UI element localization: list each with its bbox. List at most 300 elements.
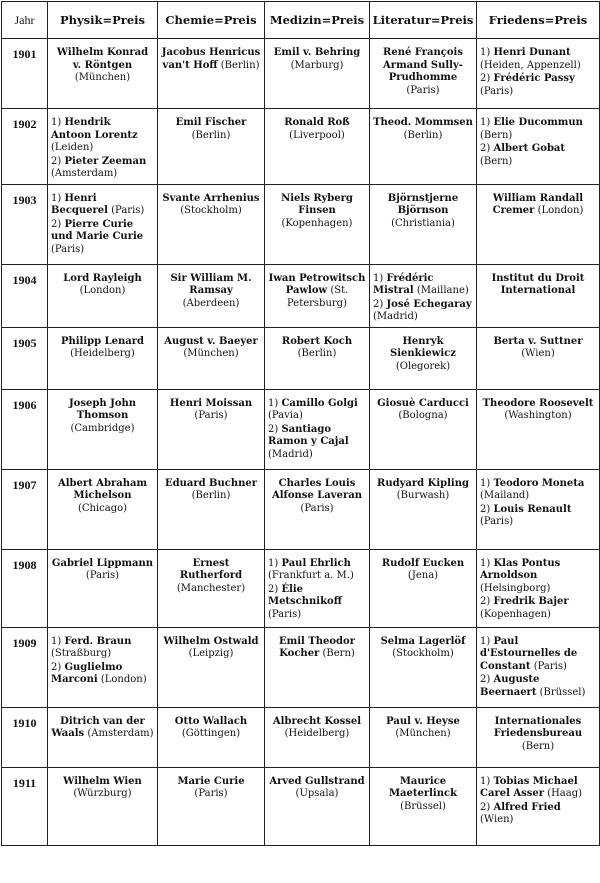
header-chemistry: Chemie=Preis xyxy=(158,2,265,39)
header-year: Jahr xyxy=(2,2,48,39)
laureate-number: 1) xyxy=(480,557,491,569)
laureate-place: (Upsala) xyxy=(295,788,339,799)
laureate-entry xyxy=(161,398,261,423)
laureate-name: René François Armand Sully-Prudhomme xyxy=(383,47,463,83)
medicine-prize-cell xyxy=(265,469,370,549)
laureate-place: (Maillane) xyxy=(416,285,469,296)
physics-prize-cell xyxy=(48,39,158,109)
laureate-name: Wilhelm Wien xyxy=(63,775,142,787)
table-row xyxy=(2,767,600,845)
laureate-place: (Paris) xyxy=(300,502,334,514)
chemistry-prize-cell xyxy=(158,39,265,109)
chemistry-prize-cell xyxy=(158,469,265,549)
laureate-entry xyxy=(373,776,473,814)
laureate-number: 1) xyxy=(268,397,279,409)
table-row xyxy=(2,707,600,767)
laureate-entry xyxy=(51,558,154,583)
year-cell: 1901 xyxy=(2,39,48,109)
laureate-name: Björnstjerne Björnson xyxy=(387,192,459,216)
peace-prize-cell xyxy=(477,549,600,627)
laureate-name: Maurice Maeterlinck xyxy=(388,775,458,799)
laureate-name: Otto Wallach xyxy=(174,715,248,727)
physics-prize-cell xyxy=(48,707,158,767)
laureate-place: (Brüssel) xyxy=(400,800,446,812)
laureate-entry xyxy=(161,716,261,741)
laureate-place: (Würzburg) xyxy=(73,788,132,799)
chemistry-prize-cell xyxy=(158,389,265,469)
literature-prize-cell xyxy=(370,549,477,627)
peace-prize-cell xyxy=(477,327,600,389)
laureate-place: (Aberdeen) xyxy=(182,297,240,309)
laureate-entry xyxy=(51,193,154,218)
laureate-place: (Brüssel) xyxy=(539,686,586,698)
laureate-name: Svante Arrhenius xyxy=(162,192,260,204)
laureate-place: (Paris) xyxy=(533,660,567,672)
laureate-entry xyxy=(480,776,596,801)
laureate-number: 2) xyxy=(480,73,491,84)
laureate-entry xyxy=(373,716,473,741)
laureate-entry xyxy=(51,662,154,687)
literature-prize-cell xyxy=(370,184,477,264)
laureate-name: Philipp Lenard xyxy=(60,335,145,347)
laureate-entry xyxy=(51,776,154,801)
laureate-place: (Bern) xyxy=(322,648,355,659)
laureate-entry xyxy=(373,336,473,374)
laureate-number: 1) xyxy=(480,635,491,647)
laureate-name: Sir William M. Ramsay xyxy=(170,272,252,296)
header-literature: Literatur=Preis xyxy=(370,2,477,39)
laureate-name: Robert Koch xyxy=(281,335,353,347)
peace-prize-cell xyxy=(477,627,600,707)
laureate-place: (Kopenhagen) xyxy=(281,217,353,229)
laureate-name: Frédéric Passy xyxy=(493,73,575,84)
peace-prize-cell xyxy=(477,469,600,549)
laureate-entry xyxy=(268,273,366,311)
laureate-entry xyxy=(480,398,596,423)
year-cell: 1902 xyxy=(2,109,48,185)
peace-prize-cell xyxy=(477,767,600,845)
laureate-name: Auguste Beernaert xyxy=(480,674,540,698)
laureate-entry xyxy=(51,716,154,741)
laureate-entry xyxy=(480,716,596,754)
laureate-name: Henri Moissan xyxy=(169,397,253,409)
year-cell: 1907 xyxy=(2,469,48,549)
physics-prize-cell xyxy=(48,184,158,264)
year-cell: 1906 xyxy=(2,389,48,469)
laureate-name: Teodoro Moneta xyxy=(493,477,585,489)
laureate-name: Albrecht Kossel xyxy=(272,715,362,727)
laureate-number: 2) xyxy=(480,143,491,154)
table-row xyxy=(2,627,600,707)
laureate-name: Rudolf Eucken xyxy=(381,557,465,569)
laureate-name: Alfred Fried xyxy=(493,801,561,813)
laureate-number: 2) xyxy=(268,583,279,595)
laureate-name: Elie Ducommun xyxy=(493,117,583,128)
laureate-entry xyxy=(161,478,261,503)
laureate-name: Niels Ryberg Finsen xyxy=(281,192,353,216)
laureate-entry xyxy=(373,117,473,142)
laureate-name: Ronald Roß xyxy=(284,117,350,128)
peace-prize-cell xyxy=(477,707,600,767)
laureate-entry xyxy=(51,219,154,257)
laureate-entry xyxy=(480,73,596,98)
laureate-place: (Pavia) xyxy=(268,410,303,421)
laureate-name: Albert Abraham Michelson xyxy=(57,477,148,501)
laureate-number: 2) xyxy=(480,674,491,685)
header-physics: Physik=Preis xyxy=(48,2,158,39)
laureate-name: Giosuè Carducci xyxy=(377,397,469,409)
laureate-entry xyxy=(480,802,596,827)
laureate-place: (Helsingborg) xyxy=(480,582,551,594)
laureate-entry xyxy=(161,636,261,661)
laureate-place: (Amsterdam) xyxy=(87,728,154,739)
literature-prize-cell xyxy=(370,469,477,549)
table-row xyxy=(2,109,600,185)
laureate-place: (Straßburg) xyxy=(51,648,112,659)
medicine-prize-cell xyxy=(265,327,370,389)
laureate-entry xyxy=(480,273,596,298)
chemistry-prize-cell xyxy=(158,627,265,707)
laureate-name: Wilhelm Ostwald xyxy=(163,635,259,647)
laureate-place: (Paris) xyxy=(194,410,228,421)
chemistry-prize-cell xyxy=(158,767,265,845)
laureate-name: Emil v. Behring xyxy=(273,47,361,58)
laureate-place: (München) xyxy=(183,348,239,359)
laureate-place: (London) xyxy=(537,205,584,216)
laureate-number: 1) xyxy=(480,47,491,58)
laureate-entry xyxy=(373,478,473,503)
laureate-number: 1) xyxy=(268,557,279,569)
medicine-prize-cell xyxy=(265,389,370,469)
laureate-place: (Amsterdam) xyxy=(51,168,118,179)
medicine-prize-cell xyxy=(265,39,370,109)
year-cell: 1904 xyxy=(2,264,48,327)
physics-prize-cell xyxy=(48,767,158,845)
peace-prize-cell xyxy=(477,39,600,109)
laureate-place: (Cambridge) xyxy=(70,422,135,434)
table-row xyxy=(2,184,600,264)
laureate-number: 2) xyxy=(268,423,279,435)
laureate-entry xyxy=(268,117,366,142)
table-row xyxy=(2,549,600,627)
laureate-name: Guglielmo Marconi xyxy=(51,661,123,685)
laureate-place: (Stockholm) xyxy=(392,648,454,659)
medicine-prize-cell xyxy=(265,184,370,264)
laureate-name: Henri Dunant xyxy=(493,47,571,58)
laureate-entry xyxy=(161,776,261,801)
table-body xyxy=(2,39,600,846)
literature-prize-cell xyxy=(370,389,477,469)
medicine-prize-cell xyxy=(265,707,370,767)
laureate-name: Paul Ehrlich xyxy=(281,557,351,569)
table-row xyxy=(2,389,600,469)
peace-prize-cell xyxy=(477,184,600,264)
year-cell: 1903 xyxy=(2,184,48,264)
laureate-number: 2) xyxy=(51,155,62,167)
laureate-place: (Göttingen) xyxy=(181,728,241,739)
laureate-name: Paul d'Estournelles de Constant xyxy=(480,635,578,672)
laureate-entry xyxy=(373,398,473,423)
laureate-entry xyxy=(268,636,366,661)
laureate-name: Emil Fischer xyxy=(175,117,247,128)
laureate-entry xyxy=(480,596,596,621)
laureate-number: 1) xyxy=(480,775,491,787)
laureate-entry xyxy=(373,636,473,661)
laureate-name: Institut du Droit International xyxy=(491,272,585,296)
laureate-place: (Paris) xyxy=(111,205,145,216)
table-row xyxy=(2,264,600,327)
laureate-entry xyxy=(480,117,596,142)
laureate-name: Ditrich van der Waals xyxy=(51,715,145,739)
laureate-name: Eduard Buchner xyxy=(164,477,258,489)
laureate-place: (Paris) xyxy=(85,570,120,581)
laureate-place: (Bern) xyxy=(480,155,513,167)
laureate-entry xyxy=(480,193,596,218)
peace-prize-cell xyxy=(477,109,600,185)
year-cell: 1911 xyxy=(2,767,48,845)
laureate-number: 1) xyxy=(373,272,384,284)
laureate-place: (Paris) xyxy=(268,608,302,620)
laureate-place: (Marburg) xyxy=(290,59,344,71)
laureate-number: 2) xyxy=(480,801,491,813)
laureate-place: (Chicago) xyxy=(77,502,128,514)
laureate-entry xyxy=(161,336,261,361)
laureate-name: Frédéric Mistral xyxy=(373,272,434,296)
header-medicine: Medizin=Preis xyxy=(265,2,370,39)
laureate-place: (Stockholm) xyxy=(180,205,242,216)
laureate-entry xyxy=(268,398,366,423)
laureate-name: José Echegaray xyxy=(386,298,472,310)
laureate-entry xyxy=(480,636,596,674)
laureate-entry xyxy=(480,558,596,596)
laureate-place: (Paris) xyxy=(480,85,514,97)
laureate-entry xyxy=(51,156,154,181)
laureate-number: 2) xyxy=(51,661,62,673)
laureate-name: Pierre Curie und Marie Curie xyxy=(51,218,144,242)
laureate-place: (Wien) xyxy=(521,348,555,359)
laureate-place: (Berlin) xyxy=(403,129,443,141)
laureate-place: (Mailand) xyxy=(480,490,530,501)
laureate-name: Charles Louis Alfonse Laveran xyxy=(272,477,362,501)
laureate-name: Joseph John Thomson xyxy=(68,397,137,421)
laureate-entry xyxy=(480,143,596,168)
laureate-place: (Leiden) xyxy=(51,142,94,153)
laureate-name: Wilhelm Konrad v. Röntgen xyxy=(56,47,149,71)
laureate-name: William Randall Cremer xyxy=(492,192,584,216)
laureate-place: (London) xyxy=(100,674,147,685)
laureate-place: (Jena) xyxy=(407,570,439,581)
laureate-entry xyxy=(161,193,261,218)
laureate-place: (Berlin) xyxy=(220,59,260,71)
literature-prize-cell xyxy=(370,327,477,389)
physics-prize-cell xyxy=(48,627,158,707)
laureate-entry xyxy=(161,117,261,142)
laureate-entry xyxy=(373,299,473,324)
medicine-prize-cell xyxy=(265,264,370,327)
laureate-place: (Heidelberg) xyxy=(284,728,350,739)
laureate-number: 2) xyxy=(480,503,491,515)
laureate-name: Lord Rayleigh xyxy=(63,272,142,284)
laureate-place: (Washington) xyxy=(504,410,572,421)
laureate-name: Internationales Friedensbureau xyxy=(493,715,583,739)
laureate-name: Ernest Rutherford xyxy=(179,557,243,581)
laureate-name: Santiago Ramon y Cajal xyxy=(268,423,349,447)
laureate-entry xyxy=(268,776,366,801)
laureate-place: (Paris) xyxy=(194,788,228,799)
chemistry-prize-cell xyxy=(158,264,265,327)
laureate-place: (Burwash) xyxy=(396,490,450,501)
year-cell: 1909 xyxy=(2,627,48,707)
chemistry-prize-cell xyxy=(158,707,265,767)
laureate-place: (München) xyxy=(74,72,131,83)
laureate-name: Rudyard Kipling xyxy=(377,477,469,489)
laureate-place: (Berlin) xyxy=(191,490,231,501)
laureate-entry xyxy=(373,47,473,97)
laureate-number: 2) xyxy=(480,596,491,607)
chemistry-prize-cell xyxy=(158,549,265,627)
laureate-entry xyxy=(51,117,154,155)
table-row xyxy=(2,39,600,109)
laureate-entry xyxy=(268,336,366,361)
laureate-place: (Heiden, Appenzell) xyxy=(480,59,581,71)
literature-prize-cell xyxy=(370,109,477,185)
physics-prize-cell xyxy=(48,389,158,469)
laureate-entry xyxy=(161,273,261,311)
laureate-number: 1) xyxy=(480,477,491,489)
laureate-name: Tobias Michael Carel Asser xyxy=(480,775,578,799)
laureate-entry xyxy=(480,336,596,361)
laureate-place: (München) xyxy=(395,728,451,739)
laureate-place: (Haag) xyxy=(547,788,583,799)
physics-prize-cell xyxy=(48,327,158,389)
laureate-place: (Paris) xyxy=(480,516,514,527)
table-row xyxy=(2,469,600,549)
laureate-entry xyxy=(268,193,366,231)
laureate-name: Berta v. Suttner xyxy=(493,335,583,347)
laureate-number: 1) xyxy=(51,117,62,128)
literature-prize-cell xyxy=(370,264,477,327)
laureate-place: (Berlin) xyxy=(297,348,337,359)
literature-prize-cell xyxy=(370,767,477,845)
physics-prize-cell xyxy=(48,469,158,549)
physics-prize-cell xyxy=(48,549,158,627)
laureate-place: (Bern) xyxy=(521,740,555,752)
laureate-name: August v. Baeyer xyxy=(164,335,258,347)
laureate-name: Henryk Sienkiewicz xyxy=(390,335,456,359)
laureate-name: Theodore Roosevelt xyxy=(482,397,594,409)
laureate-name: Henri Becquerel xyxy=(51,192,108,216)
laureate-entry xyxy=(268,558,366,583)
medicine-prize-cell xyxy=(265,767,370,845)
laureate-entry xyxy=(268,478,366,516)
laureate-name: Camillo Golgi xyxy=(281,397,358,409)
header-row xyxy=(2,2,600,39)
literature-prize-cell xyxy=(370,39,477,109)
laureate-name: Albert Gobat xyxy=(493,143,566,154)
laureate-entry xyxy=(51,398,154,436)
laureate-entry xyxy=(268,424,366,462)
laureate-place: (Wien) xyxy=(480,814,514,825)
laureate-entry xyxy=(373,558,473,583)
laureate-place: (Heidelberg) xyxy=(70,348,135,359)
table-row xyxy=(2,327,600,389)
laureate-entry xyxy=(480,504,596,529)
laureate-place: (Madrid) xyxy=(373,311,418,322)
laureate-entry xyxy=(373,273,473,298)
laureate-entry xyxy=(51,478,154,516)
laureate-entry xyxy=(51,636,154,661)
laureate-number: 2) xyxy=(51,218,62,230)
laureate-place: (Frankfurt a. M.) xyxy=(268,570,354,581)
laureate-name: Jacobus Henricus van't Hoff xyxy=(161,47,261,71)
laureate-entry xyxy=(51,336,154,361)
chemistry-prize-cell xyxy=(158,184,265,264)
medicine-prize-cell xyxy=(265,549,370,627)
laureate-name: Iwan Petrowitsch Pawlow xyxy=(268,272,366,296)
laureate-number: 1) xyxy=(51,192,62,204)
peace-prize-cell xyxy=(477,389,600,469)
laureate-place: (Liverpool) xyxy=(289,129,345,141)
laureate-entry xyxy=(268,47,366,72)
year-cell: 1908 xyxy=(2,549,48,627)
laureate-entry xyxy=(480,478,596,503)
laureate-name: Paul v. Heyse xyxy=(386,715,460,727)
laureate-name: Pieter Zeeman xyxy=(64,155,147,167)
laureate-name: Klas Pontus Arnoldson xyxy=(480,557,561,581)
laureate-place: (Madrid) xyxy=(268,448,313,460)
literature-prize-cell xyxy=(370,707,477,767)
laureate-entry xyxy=(480,674,596,699)
chemistry-prize-cell xyxy=(158,109,265,185)
laureate-entry xyxy=(268,584,366,622)
physics-prize-cell xyxy=(48,264,158,327)
laureate-place: (Kopenhagen) xyxy=(480,608,551,620)
laureate-name: Theod. Mommsen xyxy=(373,117,473,128)
laureate-entry xyxy=(161,47,261,72)
physics-prize-cell xyxy=(48,109,158,185)
laureate-entry xyxy=(51,273,154,298)
year-cell: 1910 xyxy=(2,707,48,767)
laureate-place: (St. Petersburg) xyxy=(287,285,349,309)
medicine-prize-cell xyxy=(265,627,370,707)
laureate-name: Ferd. Braun xyxy=(64,635,132,647)
laureate-entry xyxy=(161,558,261,596)
nobel-prize-table xyxy=(1,1,600,846)
laureate-name: Fredrik Bajer xyxy=(493,596,569,607)
laureate-entry xyxy=(373,193,473,231)
laureate-entry xyxy=(51,47,154,85)
laureate-name: Selma Lagerlöf xyxy=(380,635,466,647)
laureate-name: Emil Theodor Kocher xyxy=(279,635,355,659)
laureate-name: Élie Metschnikoff xyxy=(268,583,342,607)
laureate-place: (Bologna) xyxy=(398,410,448,421)
laureate-number: 1) xyxy=(51,635,62,647)
laureate-number: 1) xyxy=(480,117,491,128)
laureate-place: (Manchester) xyxy=(176,582,246,594)
laureate-name: Hendrik Antoon Lorentz xyxy=(51,117,138,141)
laureate-name: Arved Gullstrand xyxy=(269,775,365,787)
medicine-prize-cell xyxy=(265,109,370,185)
literature-prize-cell xyxy=(370,627,477,707)
laureate-entry xyxy=(480,47,596,72)
laureate-place: (Paris) xyxy=(51,243,85,255)
laureate-name: Marie Curie xyxy=(177,775,245,787)
laureate-number: 2) xyxy=(373,298,384,310)
year-cell: 1905 xyxy=(2,327,48,389)
chemistry-prize-cell xyxy=(158,327,265,389)
laureate-place: (Paris) xyxy=(406,84,440,96)
laureate-name: Louis Renault xyxy=(493,503,572,515)
